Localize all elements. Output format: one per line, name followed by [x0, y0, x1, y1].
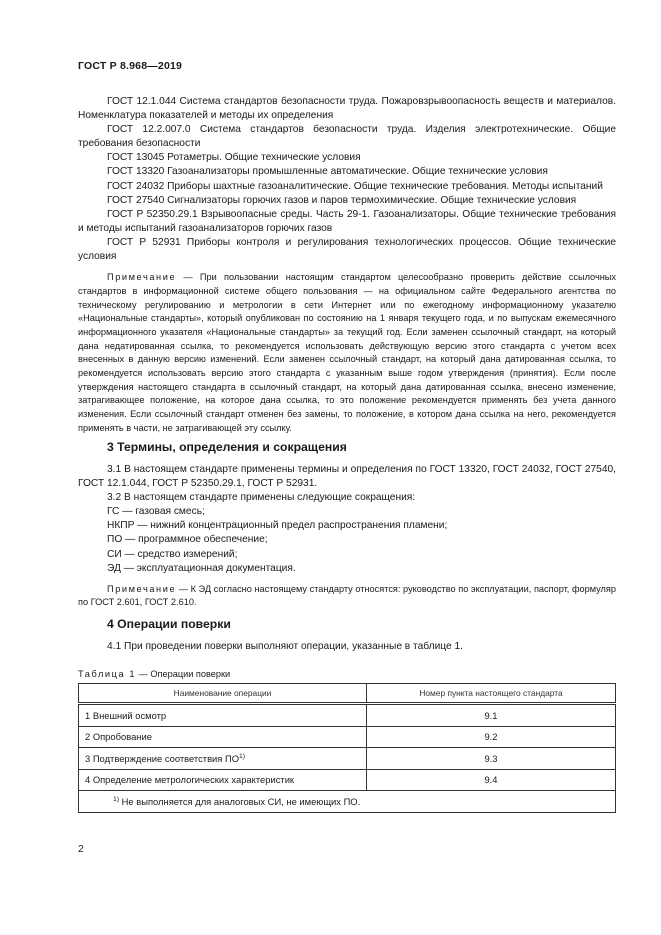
- normative-references: [78, 95, 616, 436]
- reference-item: ГОСТ 24032 Приборы шахтные газоаналитические. Общие технические требования. Методы испытаний: [107, 180, 603, 192]
- clause-number-cell: 9.1: [367, 704, 616, 727]
- footnote-reference: 1): [239, 752, 246, 760]
- operation-name-cell: 2 Опробование: [79, 726, 367, 748]
- reference-item: ГОСТ 12.2.007.0 Система стандартов безопасности труда. Изделия электротехнические. Общие требования безопасности: [78, 124, 616, 150]
- reference-item: ГОСТ 27540 Сигнализаторы горючих газов и паров термохимические. Общие технические условия: [107, 194, 577, 206]
- abbreviation-item: ПО — программное обеспечение;: [107, 534, 268, 546]
- section-3-body: [78, 463, 616, 610]
- abbreviation-item: ЭД — эксплуатационная документация.: [107, 562, 296, 574]
- operation-name-cell: [79, 748, 367, 770]
- references-note: [78, 271, 616, 435]
- table-header-row: [79, 684, 616, 704]
- table-row: [79, 726, 616, 748]
- paragraph-3-1: 3.1 В настоящем стандарте применены термины и определения по ГОСТ 13320, ГОСТ 24032, ГОСТ 27540, ГОСТ 12.1.044, ГОСТ Р 52350.29.1, ГОСТ Р 52931.: [78, 464, 616, 490]
- table-caption-text: — Операции поверки: [136, 669, 231, 679]
- table-header-cell: Наименование операции: [79, 684, 367, 704]
- table-header-cell: Номер пункта настоящего стандарта: [367, 684, 616, 704]
- paragraph-4-1: 4.1 При проведении поверки выполняют операции, указанные в таблице 1.: [107, 641, 463, 652]
- table-caption-label: Таблица 1: [78, 669, 137, 679]
- reference-item: ГОСТ 12.1.044 Система стандартов безопасности труда. Пожаровзрывоопасность веществ и материалов. Номенклатура показателей и методы их определения: [78, 96, 616, 122]
- note-text: — При пользовании настоящим стандартом целесообразно проверить действие ссылочных стандартов в информационной системе общего пользования — на официальном сайте Федерального агентства по техническому регулированию и метрологии в сети Интернет или по ежегодному информационному указателю «Национальные стандарты», который опубликован по состоянию на 1 января текущего года, и по выпускам ежемесячного информационного указателя «Национальные стандарты» за текущий год. Если заменен ссылочный стандарт, на который дана недатированная ссылка, то рекомендуется использовать действующую версию этого стандарта с учетом всех внесенных в данную версию изменений. Если заменен ссылочный стандарт, на который дана датированная ссылка, то рекомендуется использовать версию этого стандарта с указанным выше годом утверждения (принятия). Если после утверждения настоящего стандарта в ссылочный стандарт, на который дана датированная ссылка, внесено изменение, затрагивающее положение, на которое дана ссылка, то это положение рекомендуется применять без учета данного изменения. Если ссылочный стандарт отменен без замены, то положение, в котором дана ссылка на него, рекомендуется применять в части, не затрагивающей эту ссылку.: [78, 272, 616, 433]
- abbreviations-note: [78, 583, 616, 610]
- page-number: 2: [78, 843, 84, 855]
- operation-name-cell: 4 Определение метрологических характеристик: [79, 769, 367, 791]
- abbreviation-item: СИ — средство измерений;: [107, 548, 238, 560]
- table-row: [79, 704, 616, 727]
- table-footnote-cell: [79, 791, 616, 813]
- table-row: [79, 748, 616, 770]
- operation-name-cell: 1 Внешний осмотр: [79, 704, 367, 727]
- abbreviation-item: ГС — газовая смесь;: [107, 506, 205, 518]
- note-label: Примечание: [107, 272, 177, 283]
- abbreviation-item: НКПР — нижний концентрационный предел распространения пламени;: [107, 520, 448, 532]
- reference-item: ГОСТ 13320 Газоанализаторы промышленные автоматические. Общие технические условия: [107, 166, 548, 178]
- paragraph-3-2: 3.2 В настоящем стандарте применены следующие сокращения:: [107, 492, 416, 504]
- section-4-body: [78, 640, 616, 654]
- document-code-header: ГОСТ Р 8.968—2019: [78, 60, 183, 72]
- section-3-heading: 3 Термины, определения и сокращения: [107, 440, 347, 454]
- clause-number-cell: 9.3: [367, 748, 616, 770]
- note-text: — К ЭД согласно настоящему стандарту относятся: руководство по эксплуатации, паспорт, формуляр по ГОСТ 2.601, ГОСТ 2.610.: [78, 583, 616, 608]
- section-4-heading: 4 Операции поверки: [107, 617, 231, 631]
- clause-number-cell: 9.4: [367, 769, 616, 791]
- reference-item: ГОСТ 13045 Ротаметры. Общие технические условия: [107, 152, 361, 164]
- reference-item: ГОСТ Р 52931 Приборы контроля и регулирования технологических процессов. Общие технические условия: [78, 236, 616, 263]
- operations-table: [78, 683, 616, 813]
- table-row: [79, 769, 616, 791]
- table-caption: [78, 669, 230, 679]
- footnote-text: Не выполняется для аналоговых СИ, не имеющих ПО.: [119, 795, 361, 807]
- note-label: Примечание: [107, 583, 177, 594]
- operation-name-text: 3 Подтверждение соответствия ПО: [85, 752, 240, 764]
- footnote-mark: 1): [113, 795, 120, 803]
- table-footnote-row: [79, 791, 616, 813]
- clause-number-cell: 9.2: [367, 726, 616, 748]
- reference-item: ГОСТ Р 52350.29.1 Взрывоопасные среды. Часть 29-1. Газоанализаторы. Общие технические требования и методы испытаний газоанализаторов горючих газов: [78, 208, 616, 234]
